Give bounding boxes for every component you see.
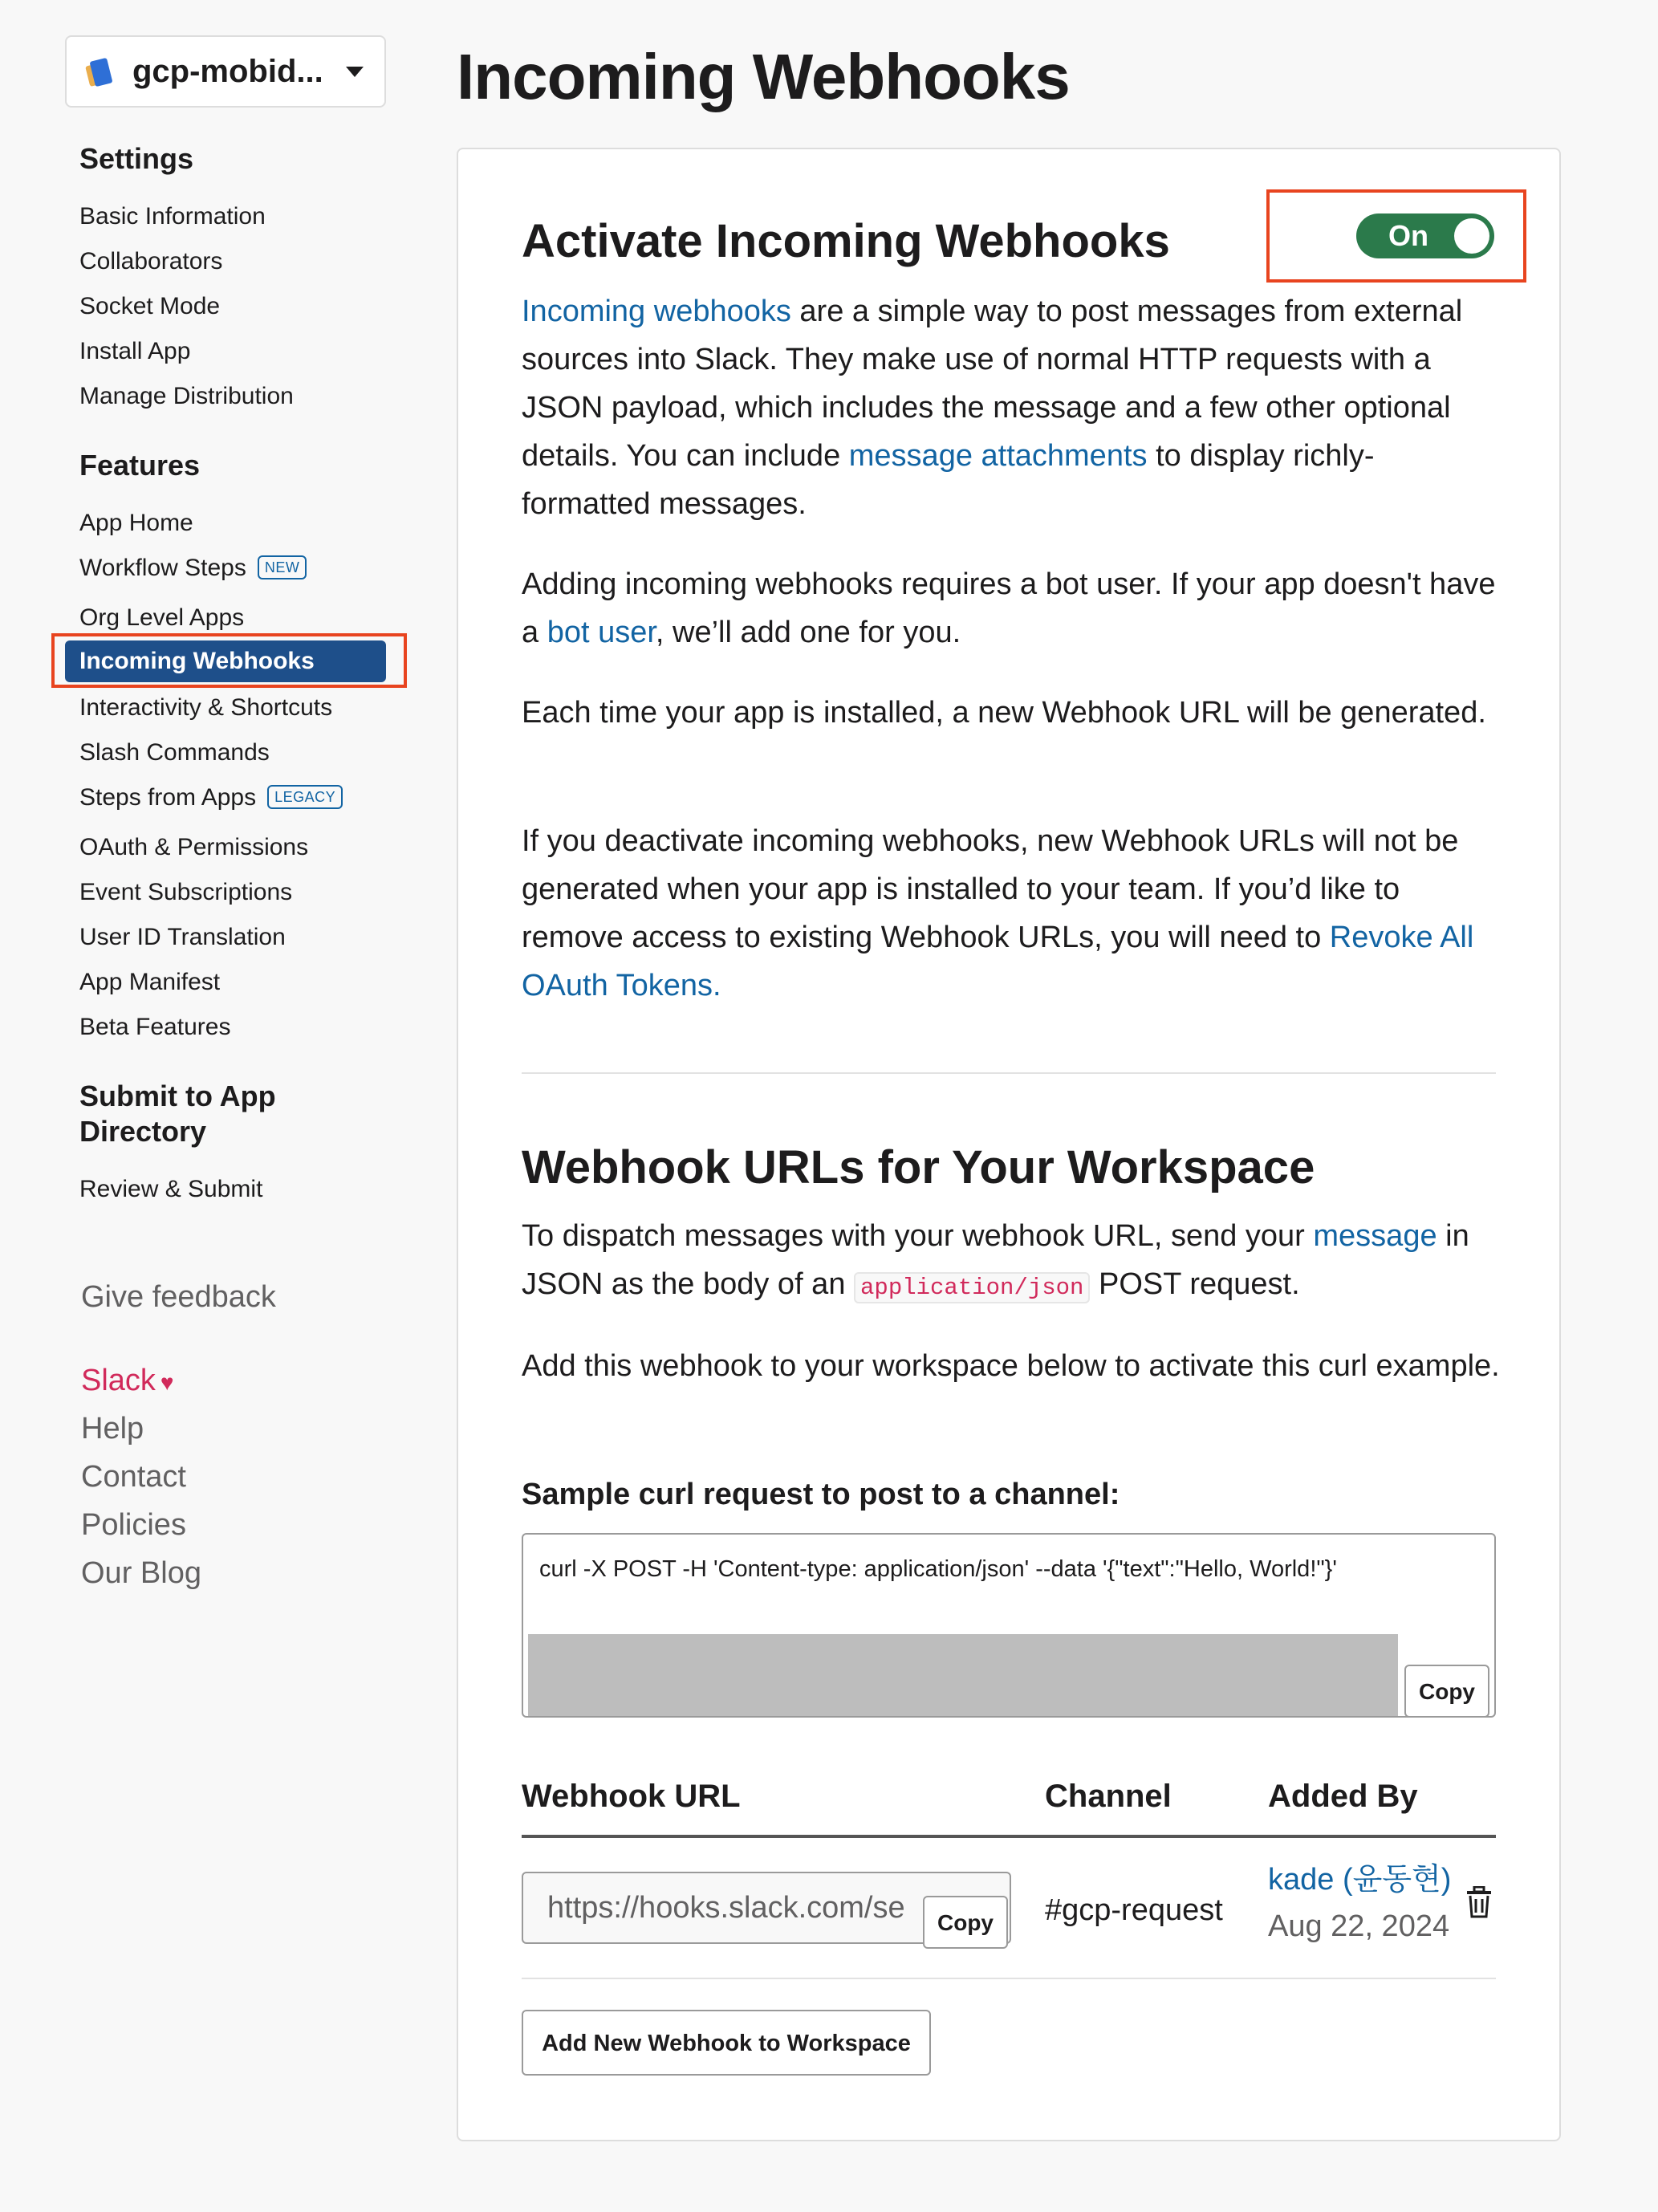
sidebar-item-steps-from-apps[interactable]: [79, 782, 343, 814]
contact-link[interactable]: Contact: [81, 1460, 186, 1494]
add-new-webhook-button[interactable]: Add New Webhook to Workspace: [522, 2010, 931, 2076]
activate-paragraph-1: Incoming webhooks are a simple way to post messages from external sources into Slack. They make use of normal HTTP requests with a JSON payload, which includes the message and a few other optional details. You can include message attachments to display richly-formatted messages.: [522, 295, 1463, 521]
sidebar-item-oauth-permissions[interactable]: OAuth & Permissions: [79, 834, 309, 860]
nav-heading-submit-line1: Submit to App: [79, 1080, 276, 1112]
sidebar-item-interactivity-shortcuts[interactable]: Interactivity & Shortcuts: [79, 694, 333, 721]
channel-cell: #gcp-request: [1045, 1893, 1223, 1927]
sidebar-item-label: Steps from Apps: [79, 784, 257, 811]
page-title: Incoming Webhooks: [457, 41, 1070, 112]
sidebar-item-manage-distribution[interactable]: Manage Distribution: [79, 383, 294, 409]
new-badge: NEW: [258, 555, 307, 579]
nav-heading-settings: Settings: [79, 142, 194, 175]
added-by-user-link[interactable]: kade (윤동현): [1268, 1863, 1452, 1897]
webhooks-paragraph-2: Add this webhook to your workspace below to activate this curl example.: [522, 1349, 1500, 1383]
column-header-channel: Channel: [1045, 1779, 1172, 1814]
sidebar-item-beta-features[interactable]: Beta Features: [79, 1014, 231, 1040]
content-type-code: application/json: [854, 1272, 1090, 1303]
table-header-rule: [522, 1835, 1496, 1838]
slack-link[interactable]: [81, 1361, 174, 1402]
added-date: Aug 22, 2024: [1268, 1909, 1450, 1943]
nav-heading-features: Features: [79, 449, 201, 482]
sidebar-item-review-submit[interactable]: Review & Submit: [79, 1176, 263, 1202]
sidebar-item-workflow-steps[interactable]: [79, 552, 307, 584]
give-feedback-link[interactable]: Give feedback: [81, 1280, 276, 1314]
toggle-knob: [1454, 218, 1489, 254]
message-attachments-link[interactable]: message attachments: [848, 439, 1148, 473]
sidebar-item-org-level-apps[interactable]: Org Level Apps: [79, 604, 245, 631]
section-divider: [522, 1072, 1496, 1074]
sidebar-item-incoming-webhooks[interactable]: Incoming Webhooks: [65, 640, 386, 682]
copy-curl-button[interactable]: Copy: [1404, 1665, 1489, 1718]
column-header-added-by: Added By: [1268, 1779, 1418, 1814]
sidebar-item-install-app[interactable]: Install App: [79, 338, 191, 364]
sidebar-item-slash-commands[interactable]: Slash Commands: [79, 739, 270, 766]
app-icon: [87, 56, 115, 87]
revoke-tokens-link[interactable]: Revoke All OAuth Tokens.: [522, 921, 1474, 1002]
sidebar-item-label: Workflow Steps: [79, 555, 246, 581]
curl-sample-box: [522, 1533, 1496, 1718]
copy-webhook-url-button[interactable]: Copy: [923, 1896, 1008, 1949]
sidebar-item-user-id-translation[interactable]: User ID Translation: [79, 924, 286, 950]
app-name: gcp-mobid...: [132, 53, 323, 89]
trash-icon[interactable]: [1465, 1886, 1493, 1918]
policies-link[interactable]: Policies: [81, 1508, 186, 1542]
redacted-area: [528, 1634, 1398, 1718]
heart-icon: ♥: [160, 1370, 174, 1395]
sample-curl-label: Sample curl request to post to a channel:: [522, 1478, 1120, 1511]
sidebar-item-event-subscriptions[interactable]: Event Subscriptions: [79, 879, 293, 905]
our-blog-link[interactable]: Our Blog: [81, 1556, 201, 1590]
chevron-down-icon: [346, 67, 364, 77]
nav-heading-submit: [79, 1079, 276, 1149]
column-header-webhook-url: Webhook URL: [522, 1779, 741, 1814]
slack-link-label: Slack: [81, 1364, 156, 1397]
sidebar-item-app-home[interactable]: App Home: [79, 510, 193, 536]
activate-paragraph-4: If you deactivate incoming webhooks, new Webhook URLs will not be generated when your app is installed to your team. If you’d like to remove access to existing Webhook URLs, you will need to Revoke All OAuth Tokens.: [522, 824, 1474, 1002]
sidebar-item-basic-information[interactable]: Basic Information: [79, 203, 266, 230]
nav-heading-submit-line2: Directory: [79, 1115, 207, 1148]
webhooks-section-title: Webhook URLs for Your Workspace: [522, 1141, 1315, 1193]
incoming-webhooks-link[interactable]: Incoming webhooks: [522, 295, 791, 328]
curl-sample-text: curl -X POST -H 'Content-type: application/json' --data '{"text":"Hello, World!"}': [539, 1556, 1337, 1582]
legacy-badge: LEGACY: [267, 785, 343, 809]
activate-paragraph-2: Adding incoming webhooks requires a bot user. If your app doesn't have a bot user, we’ll add one for you.: [522, 567, 1496, 649]
message-link[interactable]: message: [1313, 1219, 1437, 1253]
webhooks-paragraph-1: To dispatch messages with your webhook URL, send your message in JSON as the body of an application/json POST request.: [522, 1212, 1501, 1312]
activate-paragraph-3: Each time your app is installed, a new Webhook URL will be generated.: [522, 696, 1486, 730]
app-switcher[interactable]: [65, 35, 386, 108]
activate-webhooks-toggle[interactable]: [1356, 213, 1494, 258]
sidebar-item-app-manifest[interactable]: App Manifest: [79, 969, 221, 995]
help-link[interactable]: Help: [81, 1412, 144, 1446]
toggle-label: On: [1388, 219, 1428, 252]
activate-section-title: Activate Incoming Webhooks: [522, 215, 1170, 267]
bot-user-link[interactable]: bot user: [547, 616, 656, 649]
sidebar-item-socket-mode[interactable]: Socket Mode: [79, 293, 221, 319]
sidebar-item-collaborators[interactable]: Collaborators: [79, 248, 223, 274]
table-row-rule: [522, 1978, 1496, 1979]
